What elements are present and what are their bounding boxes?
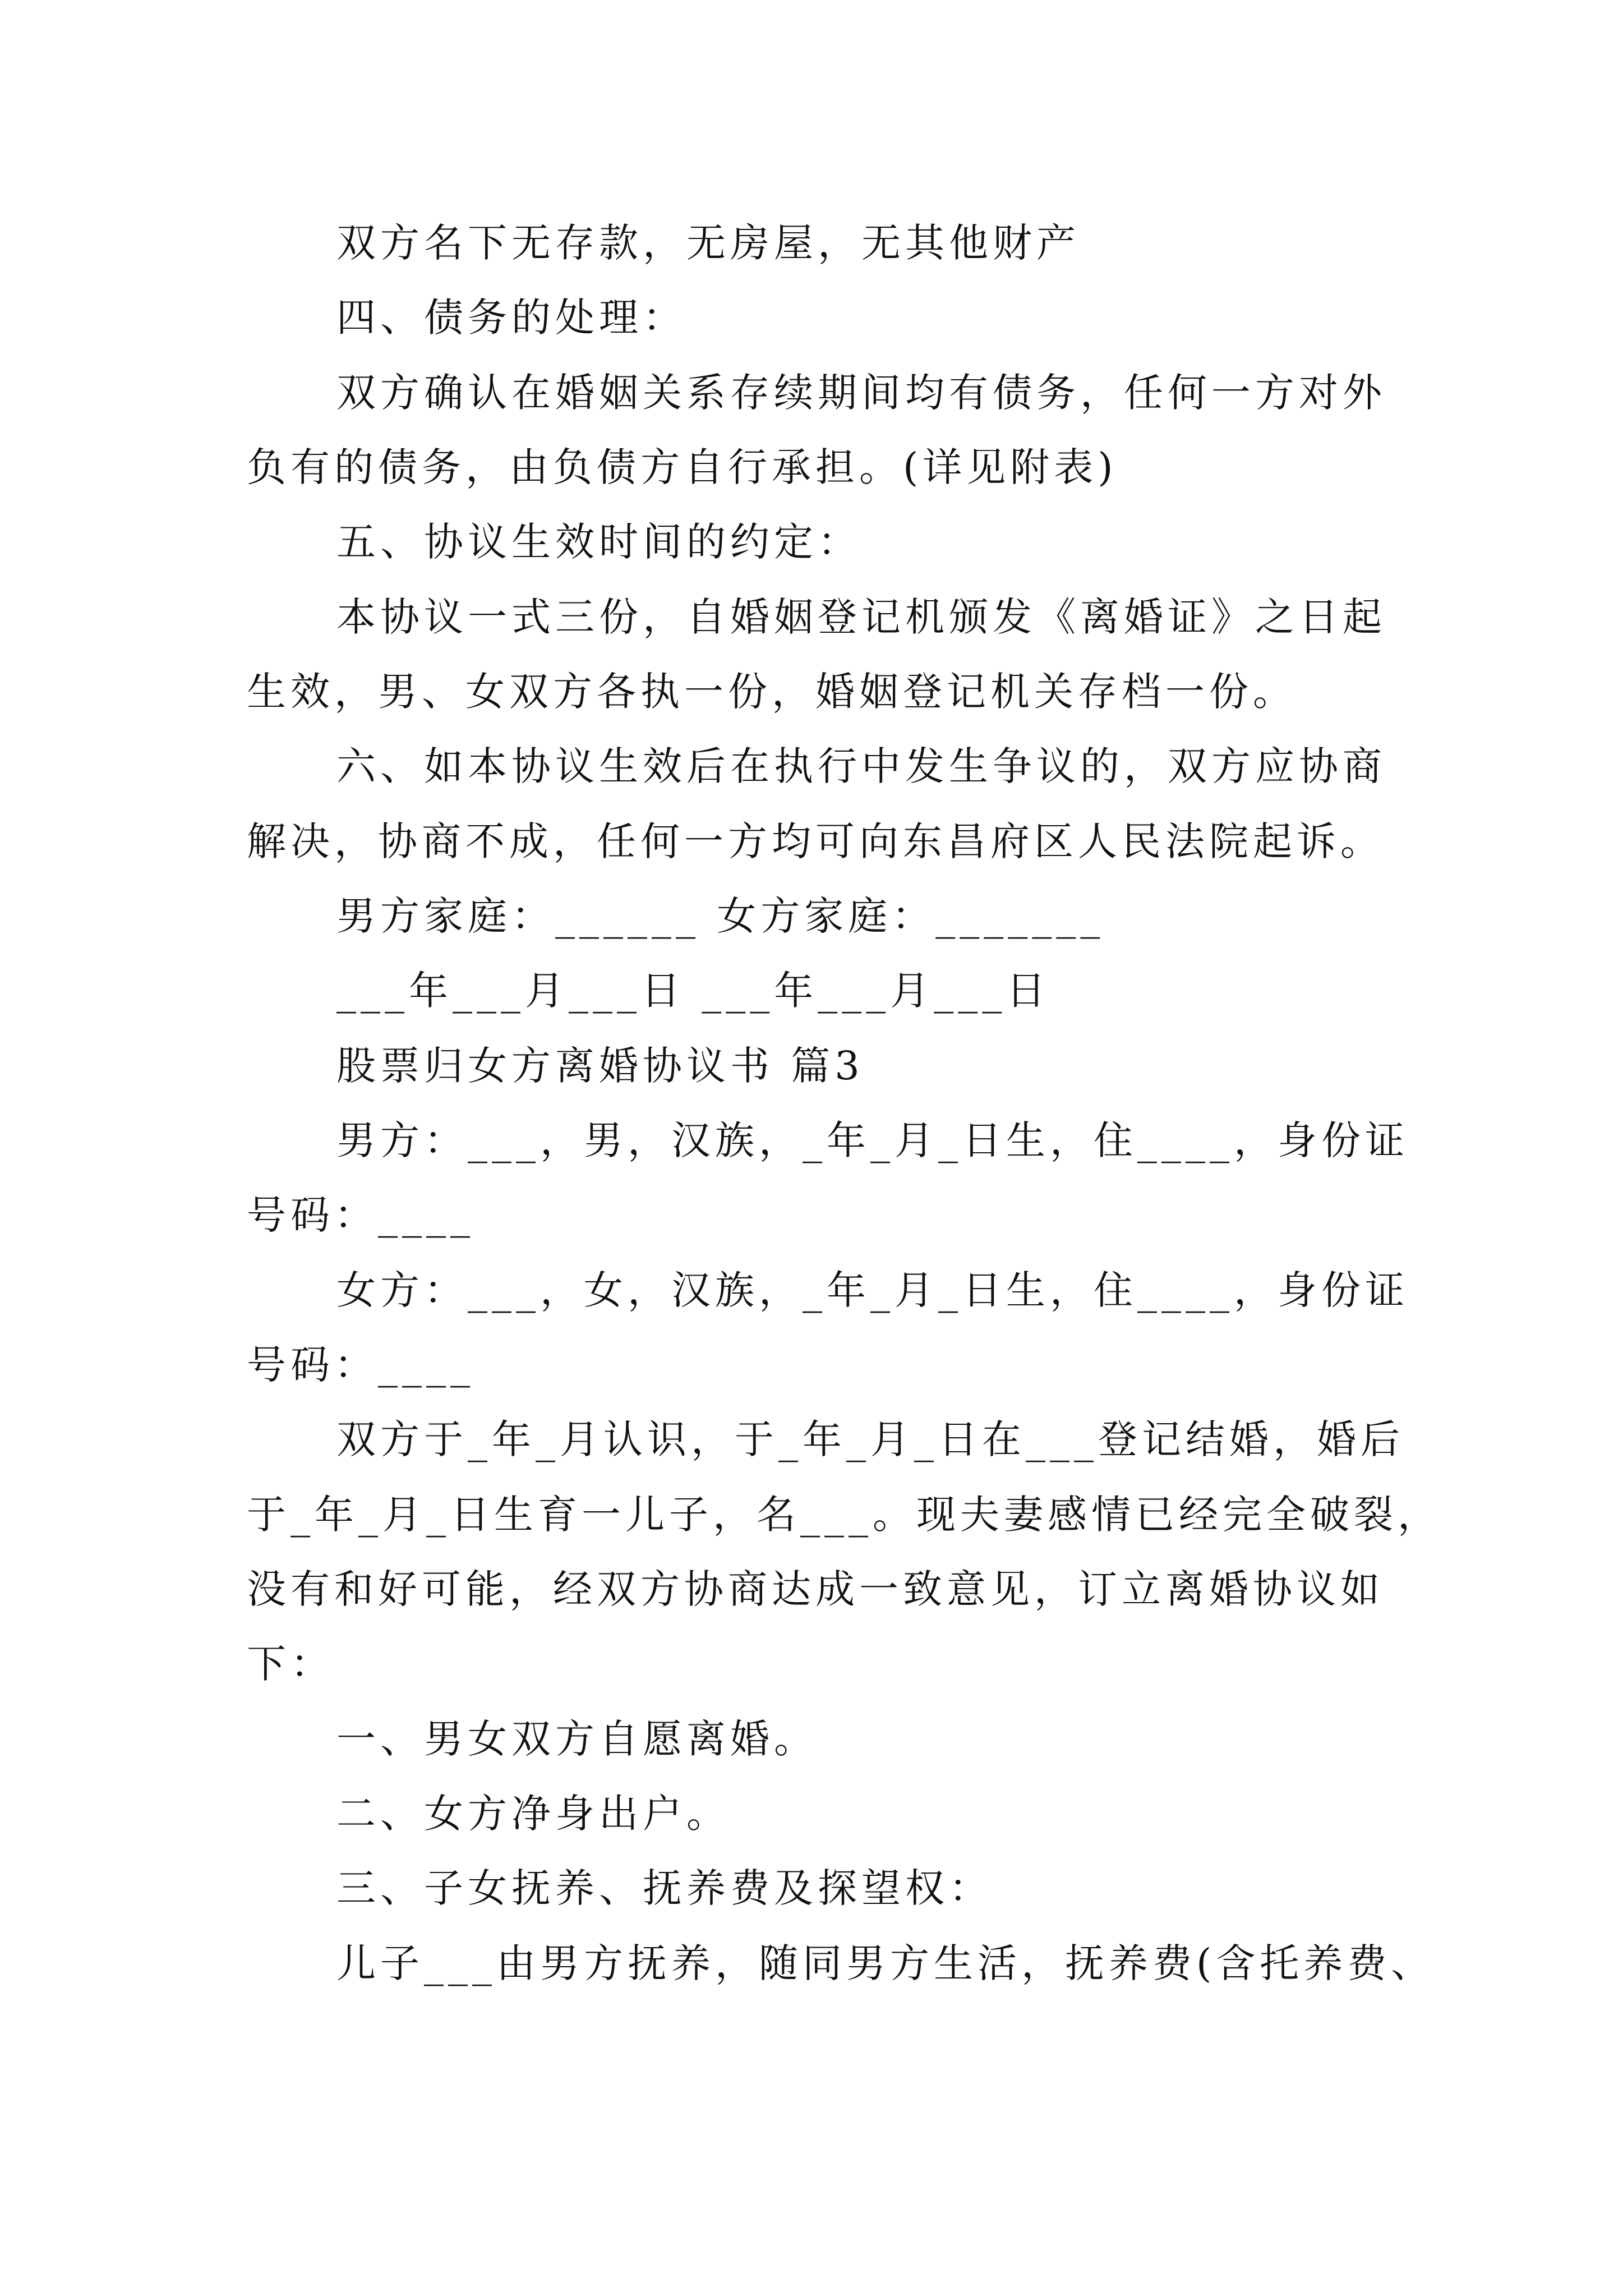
paragraph-line: 下： — [247, 1641, 334, 1687]
paragraph-line: 儿子___由男方抚养，随同男方生活，抚养费(含托养费、 — [336, 1940, 1435, 1986]
paragraph-line: 双方于_年_月认识，于_年_月_日在___登记结婚，婚后 — [336, 1416, 1404, 1462]
document-title: 股票归女方离婚协议书 篇3 — [336, 1043, 864, 1089]
paragraph-line: 男方：___，男，汉族，_年_月_日生，住____，身份证 — [336, 1117, 1409, 1163]
paragraph-line: 号码：____ — [247, 1192, 474, 1238]
signature-line: 男方家庭：______ 女方家庭：_______ — [336, 893, 1105, 939]
section-heading: 二、女方净身出户。 — [336, 1791, 730, 1837]
paragraph-line: 双方名下无存款，无房屋，无其他财产 — [336, 220, 1080, 266]
date-line: ___年___月___日 ___年___月___日 — [336, 968, 1050, 1014]
paragraph-line: 于_年_月_日生育一儿子，名___。现夫妻感情已经完全破裂， — [247, 1492, 1441, 1538]
section-heading: 一、男女双方自愿离婚。 — [336, 1716, 818, 1762]
paragraph-line: 生效，男、女双方各执一份，婚姻登记机关存档一份。 — [247, 669, 1297, 715]
paragraph-line: 六、如本协议生效后在执行中发生争议的，双方应协商 — [336, 743, 1386, 789]
paragraph-line: 本协议一式三份，自婚姻登记机颁发《离婚证》之日起 — [336, 594, 1386, 640]
paragraph-line: 解决，协商不成，任何一方均可向东昌府区人民法院起诉。 — [247, 818, 1384, 864]
section-heading: 四、债务的处理： — [336, 295, 686, 341]
paragraph-line: 没有和好可能，经双方协商达成一致意见，订立离婚协议如 — [247, 1566, 1384, 1612]
paragraph-line: 女方：___，女，汉族，_年_月_日生，住____，身份证 — [336, 1267, 1409, 1313]
paragraph-line: 号码：____ — [247, 1342, 474, 1388]
paragraph-line: 负有的债务，由负债方自行承担。(详见附表) — [247, 444, 1118, 490]
paragraph-line: 双方确认在婚姻关系存续期间均有债务，任何一方对外 — [336, 370, 1386, 416]
section-heading: 三、子女抚养、抚养费及探望权： — [336, 1865, 993, 1911]
section-heading: 五、协议生效时间的约定： — [336, 519, 861, 565]
